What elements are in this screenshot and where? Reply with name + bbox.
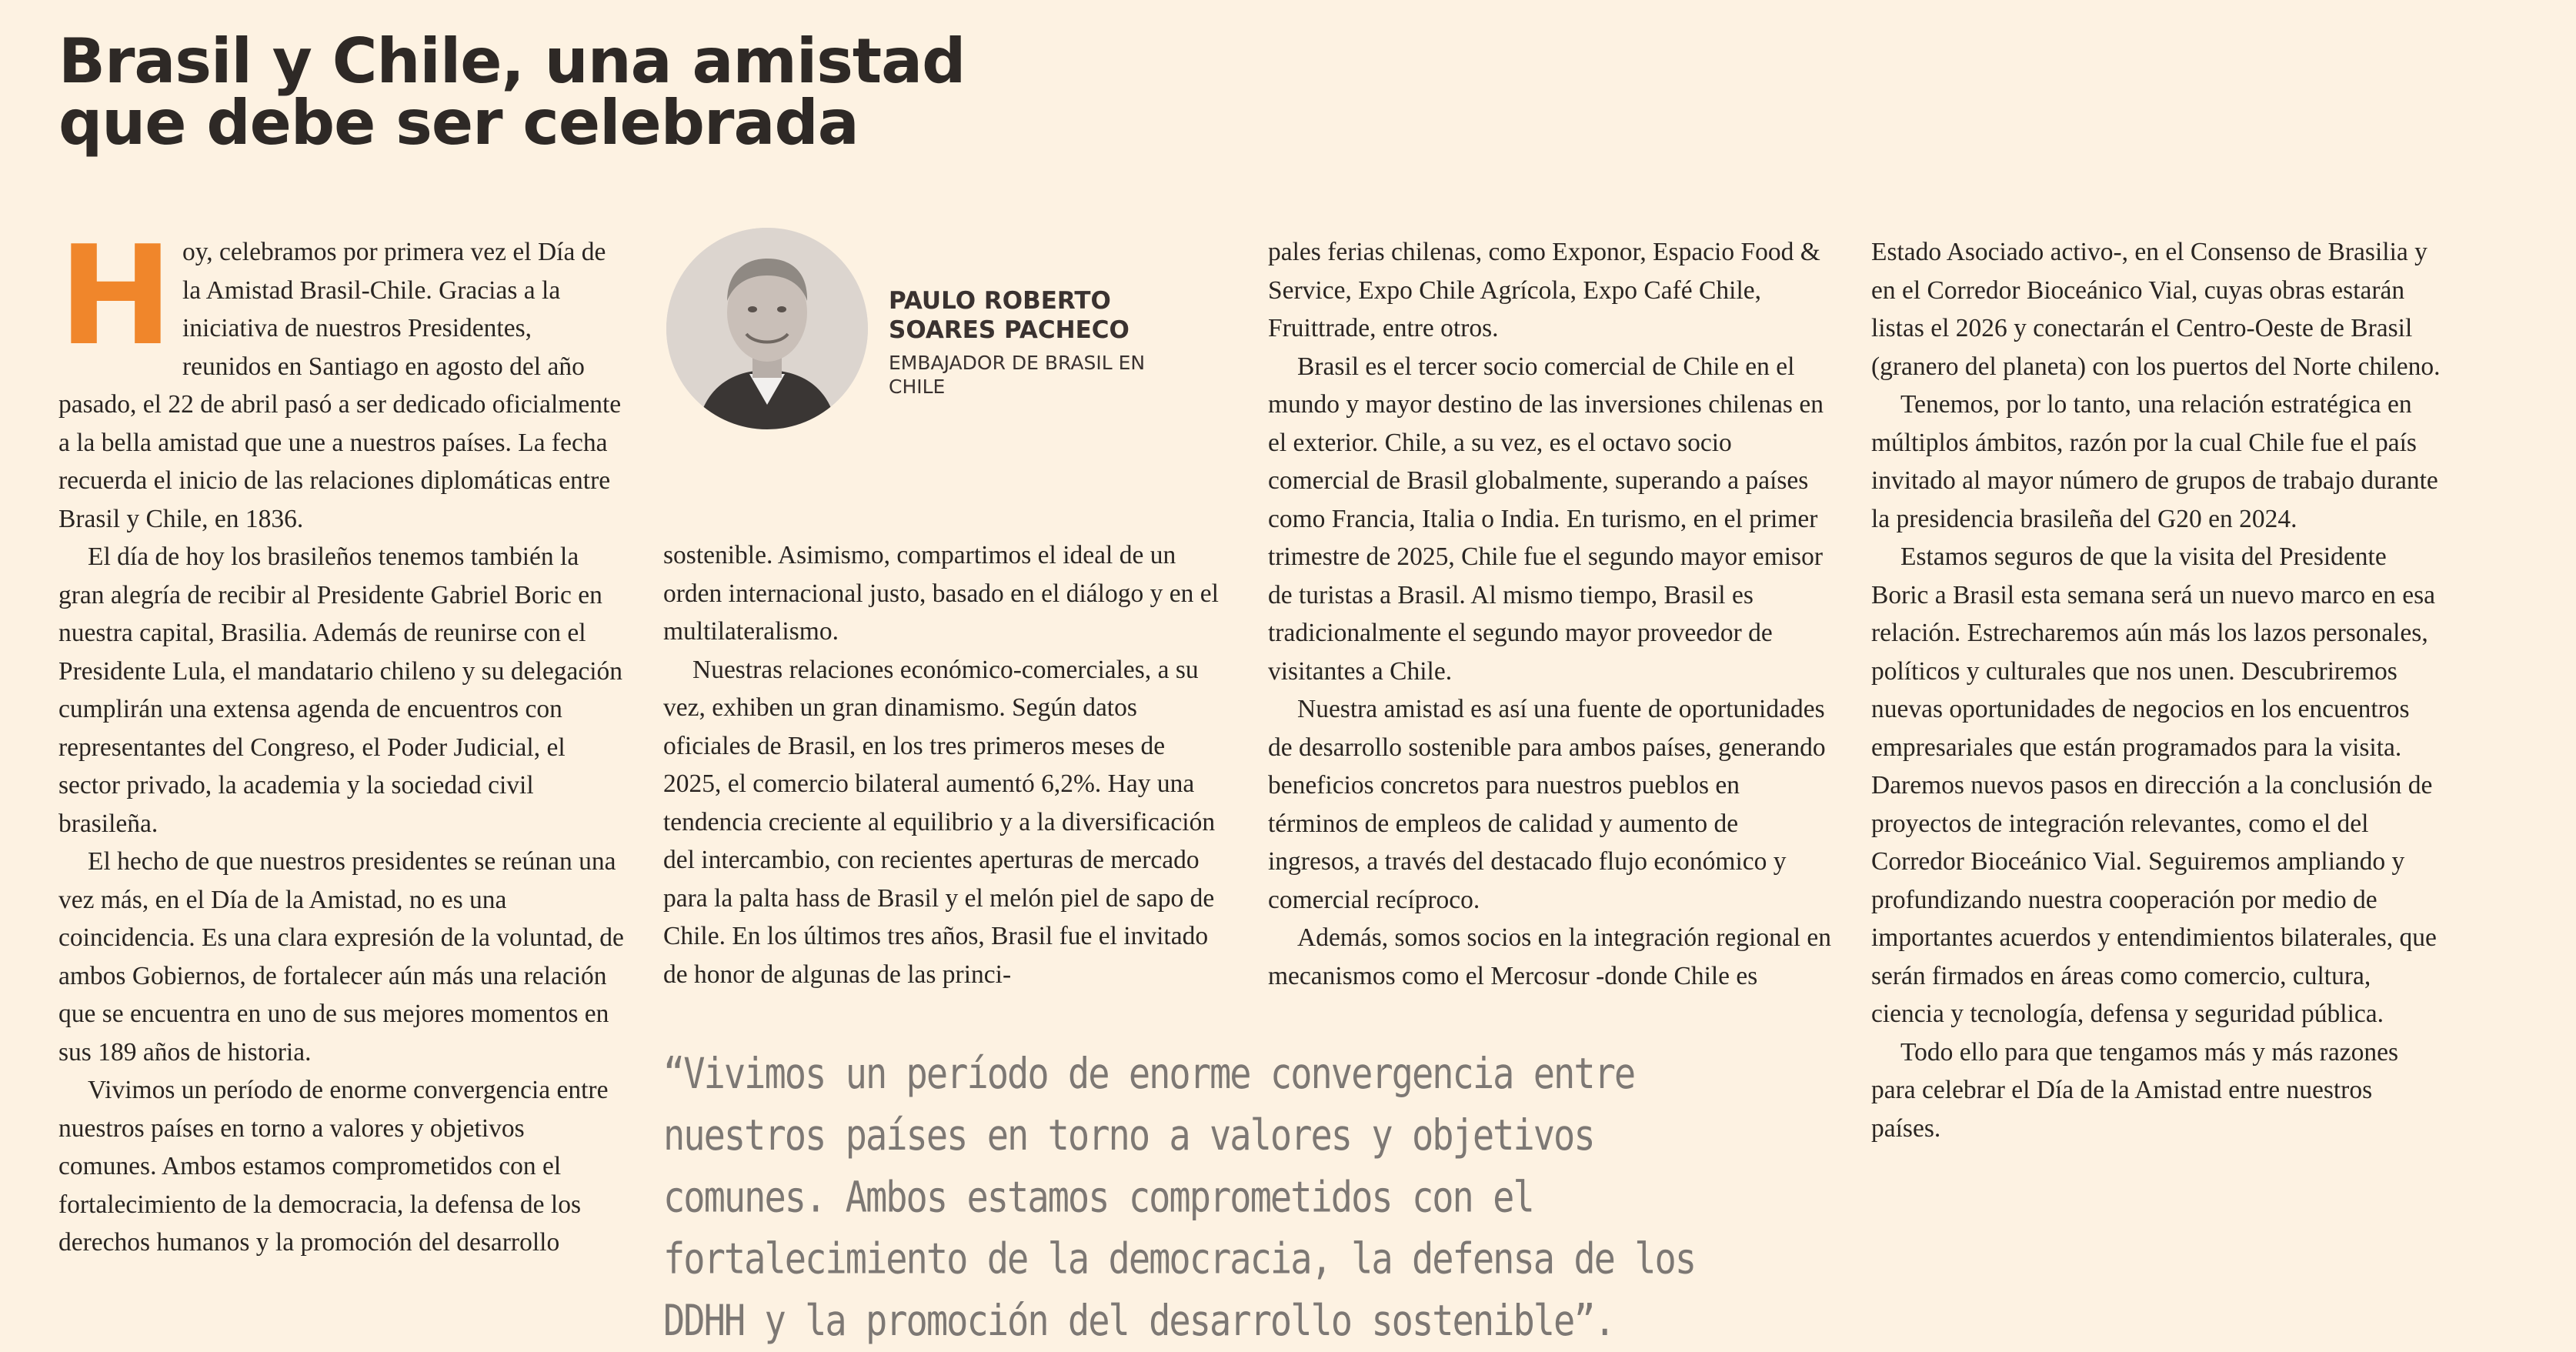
article-column-4 bbox=[1871, 233, 2441, 1147]
paragraph: oy, celebramos por primera vez el Día de la Amistad Brasil-Chile. Gracias a la iniciativa de nuestros Presidentes, reunidos en Santiago en agosto del año pasado, el 22 de abril pasó a ser dedicado oficialmente a la bella amistad que une a nuestros países. La fecha recuerda el inicio de las relaciones diplomáticas entre Brasil y Chile, en 1836. bbox=[58, 238, 622, 533]
author-photo bbox=[666, 228, 868, 429]
paragraph: El día de hoy los brasileños tenemos también la gran alegría de recibir al Presidente Gabriel Boric en nuestra capital, Brasilia. Además de reunirse con el Presidente Lula, el mandatario chileno y su delegación cumplirán una extensa agenda de encuentros con representantes del Congreso, el Poder Judicial, el sector privado, la academia y la sociedad civil brasileña. bbox=[58, 542, 623, 838]
paragraph: Estado Asociado activo-, en el Consenso de Brasilia y en el Corredor Bioceánico Vial, cuyas obras estarán listas el 2026 y conectarán el Centro-Oeste de Brasil (granero del planeta) con los puertos del Norte chileno. bbox=[1871, 238, 2441, 381]
paragraph: Nuestra amistad es así una fuente de oportunidades de desarrollo sostenible para ambos países, generando beneficios concretos para nuestros pueblos en términos de empleos de calidad y aumento de ingresos, a través del destacado flujo económico y comercial recíproco. bbox=[1268, 695, 1826, 914]
paragraph: Nuestras relaciones económico-comerciales, a su vez, exhiben un gran dinamismo. Según datos oficiales de Brasil, en los tres primeros meses de 2025, el comercio bilateral aumentó 6,2%. Hay una tendencia creciente al equilibrio y a la diversificación del intercambio, con recientes aperturas de mercado para la palta hass de Brasil y el melón piel de sapo de Chile. En los últimos tres años, Brasil fue el invitado de honor de algunas de las princi- bbox=[663, 655, 1216, 989]
portrait-photo-icon bbox=[666, 228, 868, 429]
paragraph: Vivimos un período de enorme convergencia entre nuestros países en torno a valores y objetivos comunes. Ambos estamos comprometidos con el fortalecimiento de la democracia, la defensa de los derechos humanos y la promoción del desarrollo bbox=[58, 1076, 609, 1257]
paragraph: El hecho de que nuestros presidentes se reúnan una vez más, en el Día de la Amistad, no es una coincidencia. Es una clara expresión de la voluntad, de ambos Gobiernos, de fortalecer aún más una relación que se encuentra en uno de sus mejores momentos en sus 189 años de historia. bbox=[58, 847, 624, 1067]
paragraph: Además, somos socios en la integración regional en mecanismos como el Mercosur -donde Chile es bbox=[1268, 923, 1832, 990]
article-column-2 bbox=[663, 536, 1229, 993]
paragraph: sostenible. Asimismo, compartimos el ideal de un orden internacional justo, basado en el diálogo y en el multilateralismo. bbox=[663, 541, 1219, 646]
drop-cap: H bbox=[58, 216, 173, 376]
paragraph: Brasil es el tercer socio comercial de Chile en el mundo y mayor destino de las inversiones chilenas en el exterior. Chile, a su vez, es el octavo socio comercial de Brasil globalmente, superando a países como Francia, Italia o India. En turismo, en el primer trimestre de 2025, Chile fue el segundo mayor emisor de turistas a Brasil. Al mismo tiempo, Brasil es tradicionalmente el segundo mayor proveedor de visitantes a Chile. bbox=[1268, 352, 1824, 686]
pull-quote: “Vivimos un período de enorme convergencia entre nuestros países en torno a valores y objetivos comunes. Ambos estamos comprometidos con el fortalecimiento de la democracia, la defensa de los DDHH y la promoción del desarrollo sostenible”. bbox=[663, 1049, 1696, 1346]
author-name: PAULO ROBERTO SOARES PACHECO bbox=[889, 287, 1130, 344]
paragraph: Tenemos, por lo tanto, una relación estratégica en múltiplos ámbitos, razón por la cual Chile fue el país invitado al mayor número de grupos de trabajo durante la presidencia brasileña del G20 en 2024. bbox=[1871, 390, 2438, 533]
article-column-1 bbox=[58, 216, 624, 1262]
headline: Brasil y Chile, una amistad que debe ser celebrada bbox=[58, 25, 966, 159]
paragraph: pales ferias chilenas, como Exponor, Espacio Food & Service, Expo Chile Agrícola, Expo Café Chile, Fruittrade, entre otros. bbox=[1268, 238, 1820, 342]
paragraph: Estamos seguros de que la visita del Presidente Boric a Brasil esta semana será un nuevo marco en esa relación. Estrecharemos aún más los lazos personales, políticos y culturales que nos unen. Descubriremos nuevas oportunidades de negocios en los encuentros empresariales que están programados para la visita. Daremos nuevos pasos en dirección a la conclusión de proyectos de integración relevantes, como el del Corredor Bioceánico Vial. Seguiremos ampliando y profundizando nuestra cooperación por medio de importantes acuerdos y entendimientos bilaterales, que serán firmados en áreas como comercio, cultura, ciencia y tecnología, defensa y seguridad pública. bbox=[1871, 542, 2437, 1028]
author-role: EMBAJADOR DE BRASIL EN CHILE bbox=[889, 352, 1146, 398]
paragraph: Todo ello para que tengamos más y más razones para celebrar el Día de la Amistad entre nuestros países. bbox=[1871, 1037, 2398, 1143]
article-column-3 bbox=[1268, 233, 1834, 995]
author-box bbox=[663, 228, 1217, 436]
